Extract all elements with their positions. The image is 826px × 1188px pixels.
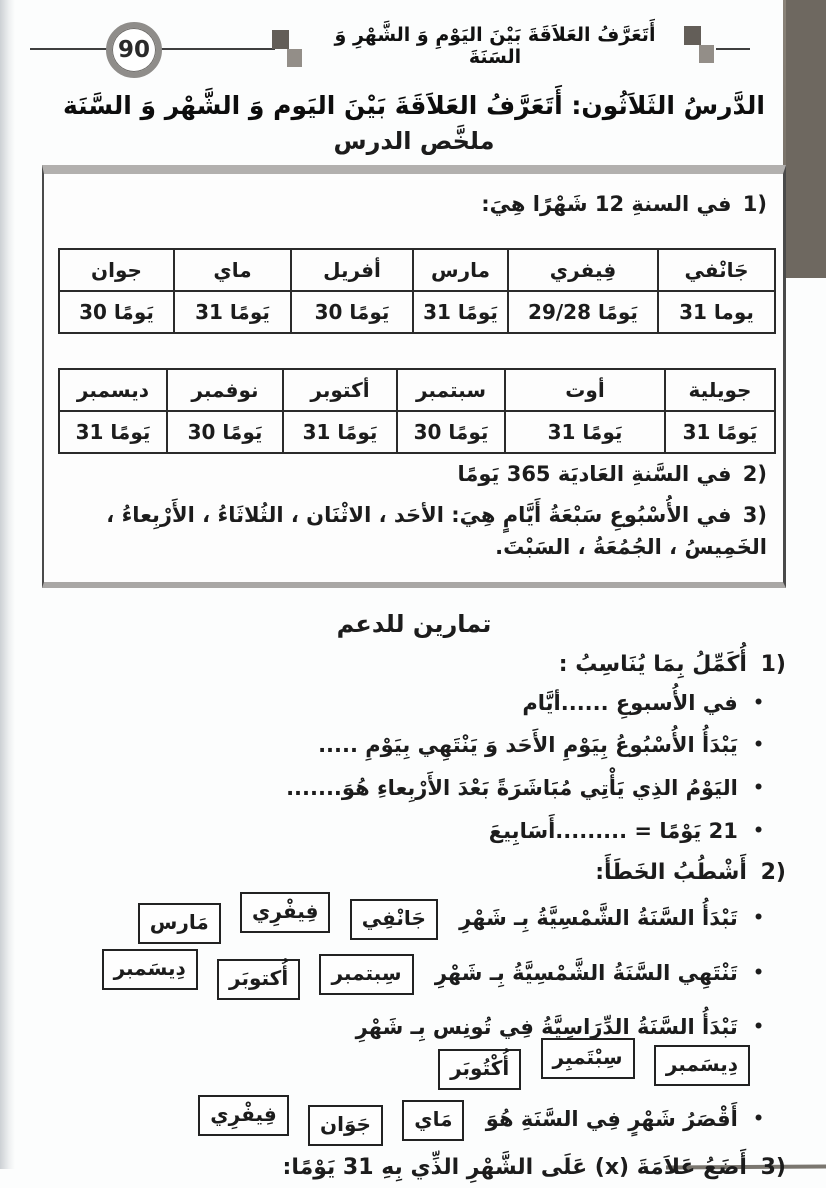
exercise-title-text: أَضَعُ عَلاَمَةَ (x) عَلَى الشَّهْرِ الذِّي بِهِ 31 يَوْمًا: [282, 1155, 747, 1181]
month-options [90, 954, 414, 995]
month-option-box: دِيسَمبر [654, 1045, 750, 1086]
days-cell: 30 يَومًا [397, 411, 505, 453]
exercise-number: 3) [760, 1155, 786, 1181]
fill-in-text: في الأُسبوعِ ......أيَّام [522, 690, 738, 715]
square-light-icon [699, 45, 714, 63]
month-option-box: سِبْتَمبِر [541, 1038, 635, 1079]
summary-heading: ملخَّص الدرس [333, 126, 495, 155]
month-option-box: دِيسَمبر [102, 949, 198, 990]
days-cell: 31 يوما [658, 291, 775, 333]
running-header-title: أَتَعَرَّفُ العَلاَقَةَ بَيْنَ اليَوْمِ وَ الشَّهْرِ وَ السَنَةَ [334, 24, 656, 68]
strike-out-text: تَبْدَأُ السَّنَةُ الدِّرَاسِيَّةُ فِي تُونِس بِـ شَهْرِ [355, 1014, 738, 1039]
days-cell: 31 يَومًا [665, 411, 775, 453]
month-options [186, 1100, 464, 1141]
month-cell: سبتمبر [397, 369, 505, 411]
month-option-box: فِيفْرِي [240, 892, 330, 933]
days-cell: 31 يَومًا [283, 411, 397, 453]
lesson-title: الدَّرسُ الثَلاَثُون: أَتَعَرَّفُ العَلاَقَةَ بَيْنَ اليَوم وَ الشَّهْر وَ السَّنَة [63, 91, 765, 120]
month-cell: جَانْفي [658, 249, 775, 291]
exercise-title-text: أُكَمِّلُ بِمَا يُنَاسِبُ : [558, 651, 747, 677]
page-number-badge: 90 [106, 22, 162, 78]
months-table-second-half [58, 368, 776, 454]
bullet-icon: • [753, 907, 764, 928]
square-dark-icon [272, 30, 289, 49]
bullet-icon: • [753, 1109, 764, 1130]
fill-in-text: يَبْدَأُ الأُسْبُوعُ بِيَوْمِ الأَحَد وَ يَنْتَهِي بِيَوْمِ ..... [318, 733, 738, 758]
exercise-1-title [42, 652, 786, 677]
exercise-number: 2) [760, 859, 786, 885]
summary-item-1 [60, 188, 767, 221]
item-number: 1) [742, 191, 767, 216]
scan-left-edge [0, 0, 15, 1169]
item-text: في السنةِ 12 شَهْرًا هِيَ: [481, 191, 732, 216]
item-number: 3) [742, 502, 767, 527]
month-option-box: جَوَان [308, 1105, 383, 1146]
bullet-icon: • [753, 735, 764, 756]
fill-in-item [42, 685, 764, 722]
month-cell: جويلية [665, 369, 775, 411]
strike-out-item [42, 1009, 764, 1087]
bullet-icon: • [753, 692, 764, 713]
month-cell: ديسمبر [59, 369, 167, 411]
fill-in-text: 21 يَوْمًا = .........أَسَابِيعَ [488, 818, 738, 843]
month-option-box: فِيفْرِي [198, 1095, 288, 1136]
summary-item-2 [60, 458, 767, 491]
days-cell: 30 يَومًا [59, 291, 174, 333]
strike-out-item [42, 899, 764, 940]
month-cell: ماي [174, 249, 291, 291]
days-cell: 30 يَومًا [167, 411, 283, 453]
item-text: في السَّنةِ العَاديَة 365 يَومًا [457, 462, 732, 487]
strike-out-text: تَبْدَأُ السَّنَةُ الشَّمْسِيَّةُ بِـ شَهْرِ [459, 905, 738, 930]
month-cell: أفريل [291, 249, 413, 291]
bullet-icon: • [753, 820, 764, 841]
exercise-number: 1) [760, 651, 786, 677]
header-rule-right [716, 48, 750, 50]
fill-in-item [42, 727, 764, 764]
month-cell: نوفمبر [167, 369, 283, 411]
lesson-summary-box [42, 165, 786, 588]
month-name-row [59, 249, 775, 291]
fill-in-item [42, 813, 764, 850]
item-number: 2) [742, 462, 767, 487]
months-table-first-half [58, 248, 776, 334]
strike-out-text: أَقْصَرُ شَهْرٍ فِي السَّنَةِ هُوَ [485, 1107, 738, 1132]
month-options [126, 899, 438, 940]
square-dark-icon [684, 26, 701, 45]
bullet-icon: • [753, 778, 764, 799]
month-option-box: أُكتوبَر [217, 959, 300, 1000]
exercise-3-title [42, 1155, 786, 1180]
square-light-icon [287, 49, 302, 67]
month-option-box: مَارس [138, 903, 221, 944]
days-cell: 31 يَومًا [413, 291, 508, 333]
month-option-box: سِبتمبر [319, 954, 413, 995]
month-days-row [59, 291, 775, 333]
header-rule-left [30, 48, 108, 50]
checker-squares-icon [272, 30, 304, 70]
days-cell: 30 يَومًا [291, 291, 413, 333]
month-cell: فِيفري [508, 249, 658, 291]
month-option-box: أُكْتُوبَر [438, 1049, 521, 1090]
month-option-box: جَانْفِي [350, 899, 438, 940]
strike-out-item [42, 954, 764, 995]
strike-out-text: تَنْتَهِي السَّنَةُ الشَّمْسِيَّةُ بِـ شَهْرِ [434, 960, 738, 985]
exercise-title-text: أَشْطُبُ الخَطَأَ: [595, 859, 747, 885]
bullet-icon: • [753, 1016, 764, 1037]
month-cell: أوت [505, 369, 665, 411]
days-cell: 31 يَومًا [59, 411, 167, 453]
bullet-icon: • [753, 962, 764, 983]
page-header [0, 0, 826, 84]
days-cell: 31 يَومًا [505, 411, 665, 453]
month-option-box: مَاي [402, 1100, 464, 1141]
exercises-heading: تمارين للدعم [336, 609, 492, 638]
checker-squares-icon [684, 26, 716, 66]
strike-out-item [42, 1100, 764, 1141]
header-rule-mid [160, 48, 275, 50]
page-content [42, 84, 786, 1188]
exercise-2-title [42, 860, 786, 885]
month-cell: جوان [59, 249, 174, 291]
days-cell: 31 يَومًا [174, 291, 291, 333]
month-name-row [59, 369, 775, 411]
fill-in-item [42, 770, 764, 807]
days-cell: 29/28 يَومًا [508, 291, 658, 333]
month-options [426, 1045, 750, 1086]
fill-in-text: اليَوْمُ الذِي يَأْتِي مُبَاشَرَةً بَعْدَ الأَرْبِعاءِ هُوَ....... [286, 776, 738, 801]
item-text: في الأُسْبُوعِ سَبْعَةُ أَيَّامٍ هِيَ: الأحَد ، الاثْنَان ، الثُلاثَاءُ ، الأَرْبِعاءُ ، الخَمِيسُ ، الجُمُعَةُ ، السَبْتَ. [106, 502, 767, 560]
summary-item-3 [60, 499, 767, 564]
month-cell: أكتوبر [283, 369, 397, 411]
month-days-row [59, 411, 775, 453]
month-cell: مارس [413, 249, 508, 291]
